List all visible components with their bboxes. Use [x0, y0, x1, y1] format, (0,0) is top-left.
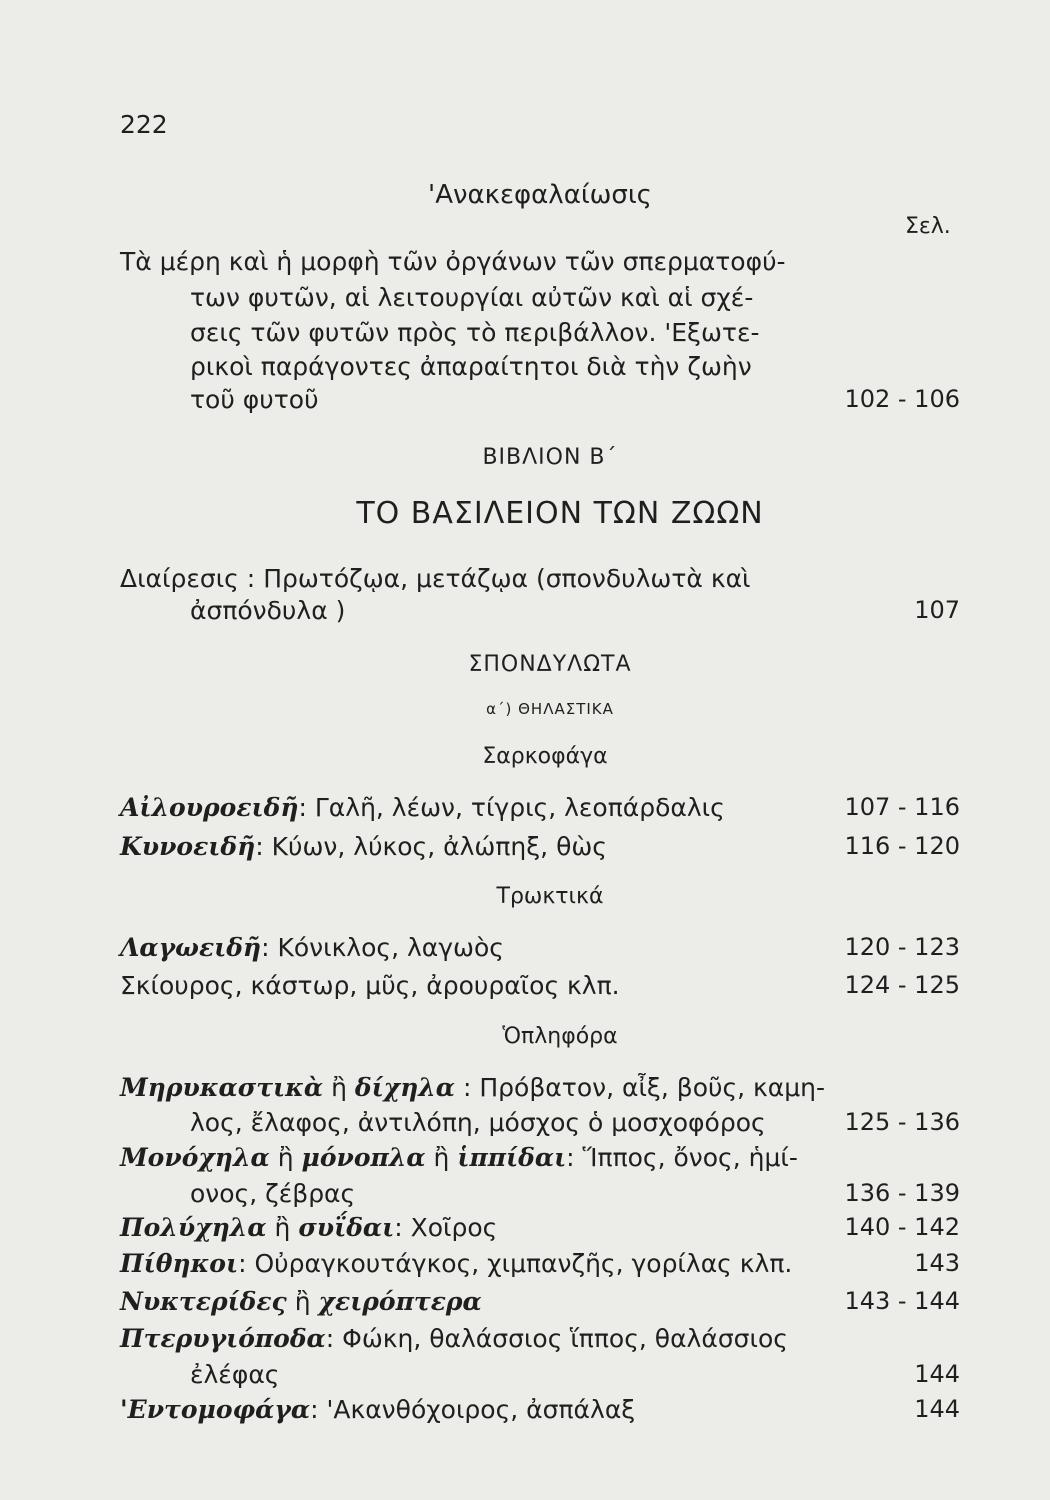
entry-ruminants-line-1: [120, 1073, 825, 1102]
entry-term: Αἰλουροειδῆ: [120, 793, 299, 822]
book-title: ΤΟ ΒΑΣΙΛΕΙΟΝ ΤΩΝ ΖΩΩΝ: [356, 496, 764, 531]
entry-or: ἢ: [433, 1143, 450, 1172]
entry-text: : 'Ακανθόχοιρος, ἀσπάλαξ: [310, 1395, 636, 1424]
summary-line-3: σεις τῶν φυτῶν πρὸς τὸ περιβάλλον. 'Εξωτε-: [190, 318, 760, 347]
entry-felids: [120, 793, 725, 822]
summary-pages: 102 - 106: [844, 385, 960, 413]
entry-pinnipeds-line-1: [120, 1324, 788, 1353]
summary-line-4: ρικοὶ παράγοντες ἀπαραίτητοι διὰ τὴν ζωὴν: [190, 352, 752, 381]
entry-or: ἢ: [294, 1287, 311, 1316]
entry-pages: 144: [914, 1360, 960, 1388]
entry-text: : Κόνικλος, λαγωὸς: [261, 933, 504, 962]
carnivores-heading: Σαρκοφάγα: [482, 744, 608, 769]
entry-equids-line-1: [120, 1143, 798, 1172]
entry-text: : Κύων, λύκος, ἀλώπηξ, θὼς: [255, 832, 607, 861]
entry-text: : Ἵππος, ὄνος, ἡμί-: [566, 1143, 798, 1172]
entry-term: συΐδαι: [298, 1213, 395, 1242]
entry-term: δίχηλα: [354, 1073, 456, 1102]
summary-heading: 'Ανακεφαλαίωσις: [428, 180, 652, 210]
entry-lagomorphs: [120, 933, 504, 962]
division-line-1: [120, 564, 751, 593]
entry-text: : Φώκη, θαλάσσιος ἵππος, θαλάσσιος: [325, 1324, 788, 1353]
entry-insectivores: [120, 1395, 635, 1424]
entry-text: : Χοῖρος: [394, 1213, 498, 1242]
entry-term: μόνοπλα: [301, 1143, 426, 1172]
summary-line-1: Τὰ μέρη καὶ ἡ μορφὴ τῶν ὀργάνων τῶν σπερματοφύ-: [120, 247, 786, 276]
entry-term: Πτερυγιόποδα: [120, 1324, 326, 1353]
entry-bats: [120, 1287, 482, 1316]
entry-term: Μονόχηλα: [120, 1143, 270, 1172]
entry-pages: 107 - 116: [844, 793, 960, 821]
rodents-heading: Τρωκτικά: [496, 884, 604, 909]
entry-pages: 143 - 144: [844, 1287, 960, 1315]
division-text-1: Πρωτόζῳα, μετάζῳα (σπονδυλωτὰ καὶ: [263, 564, 751, 593]
entry-suids: [120, 1213, 497, 1242]
division-line-2: ἀσπόνδυλα ): [190, 596, 346, 625]
entry-pages: 140 - 142: [844, 1213, 960, 1241]
division-pages: 107: [914, 596, 960, 624]
summary-line-2: των φυτῶν, αἱ λειτουργίαι αὐτῶν καὶ αἱ σχέ-: [190, 283, 754, 312]
entry-pages: 136 - 139: [844, 1179, 960, 1207]
entry-text: : Οὐραγκουτάγκος, χιμπανζῆς, γορίλας κλπ.: [238, 1249, 793, 1278]
entry-term: Πολύχηλα: [120, 1213, 267, 1242]
vertebrates-heading: ΣΠΟΝΔΥΛΩΤΑ: [468, 652, 632, 677]
entry-term: Πίθηκοι: [120, 1249, 239, 1278]
entry-squirrels: Σκίουρος, κάστωρ, μῦς, ἀρουραῖος κλπ.: [120, 971, 620, 1000]
mammals-heading: α΄) ΘΗΛΑΣΤΙΚΑ: [486, 700, 614, 718]
summary-line-5: τοῦ φυτοῦ: [190, 385, 319, 414]
entry-pages: 120 - 123: [844, 933, 960, 961]
entry-pages: 116 - 120: [844, 832, 960, 860]
entry-term: 'Εντομοφάγα: [120, 1395, 311, 1424]
entry-or: ἢ: [274, 1213, 291, 1242]
entry-text: : Πρόβατον, αἶξ, βοῦς, καμη-: [463, 1073, 826, 1102]
entry-term: χειρόπτερα: [318, 1287, 482, 1316]
entry-pinnipeds-line-2: ἐλέφας: [190, 1360, 280, 1389]
book-label: ΒΙΒΛΙΟΝ Β΄: [482, 445, 618, 470]
entry-equids-line-2: ονος, ζέβρας: [190, 1179, 356, 1208]
entry-ruminants-line-2: λος, ἔλαφος, ἀντιλόπη, μόσχος ὁ μοσχοφόρος: [190, 1108, 766, 1137]
entry-pages: 124 - 125: [844, 971, 960, 999]
division-label: Διαίρεσις :: [120, 564, 256, 593]
entry-term: Νυκτερίδες: [120, 1287, 287, 1316]
entry-term: Κυνοειδῆ: [120, 832, 256, 861]
entry-text: : Γαλῆ, λέων, τίγρις, λεοπάρδαλις: [298, 793, 725, 822]
entry-canids: [120, 832, 607, 861]
entry-or: ἢ: [331, 1073, 347, 1102]
ungulates-heading: Ὁπληφόρα: [502, 1024, 618, 1049]
page-column-label: Σελ.: [905, 214, 951, 239]
entry-term: Λαγωειδῆ: [120, 933, 262, 962]
entry-pages: 144: [914, 1395, 960, 1423]
entry-primates: [120, 1249, 792, 1278]
page-number: 222: [120, 110, 168, 139]
entry-term: Μηρυκαστικὰ: [120, 1073, 324, 1102]
entry-pages: 143: [914, 1249, 960, 1277]
entry-or: ἢ: [277, 1143, 294, 1172]
entry-pages: 125 - 136: [844, 1108, 960, 1136]
entry-term: ἱππίδαι: [457, 1143, 567, 1172]
